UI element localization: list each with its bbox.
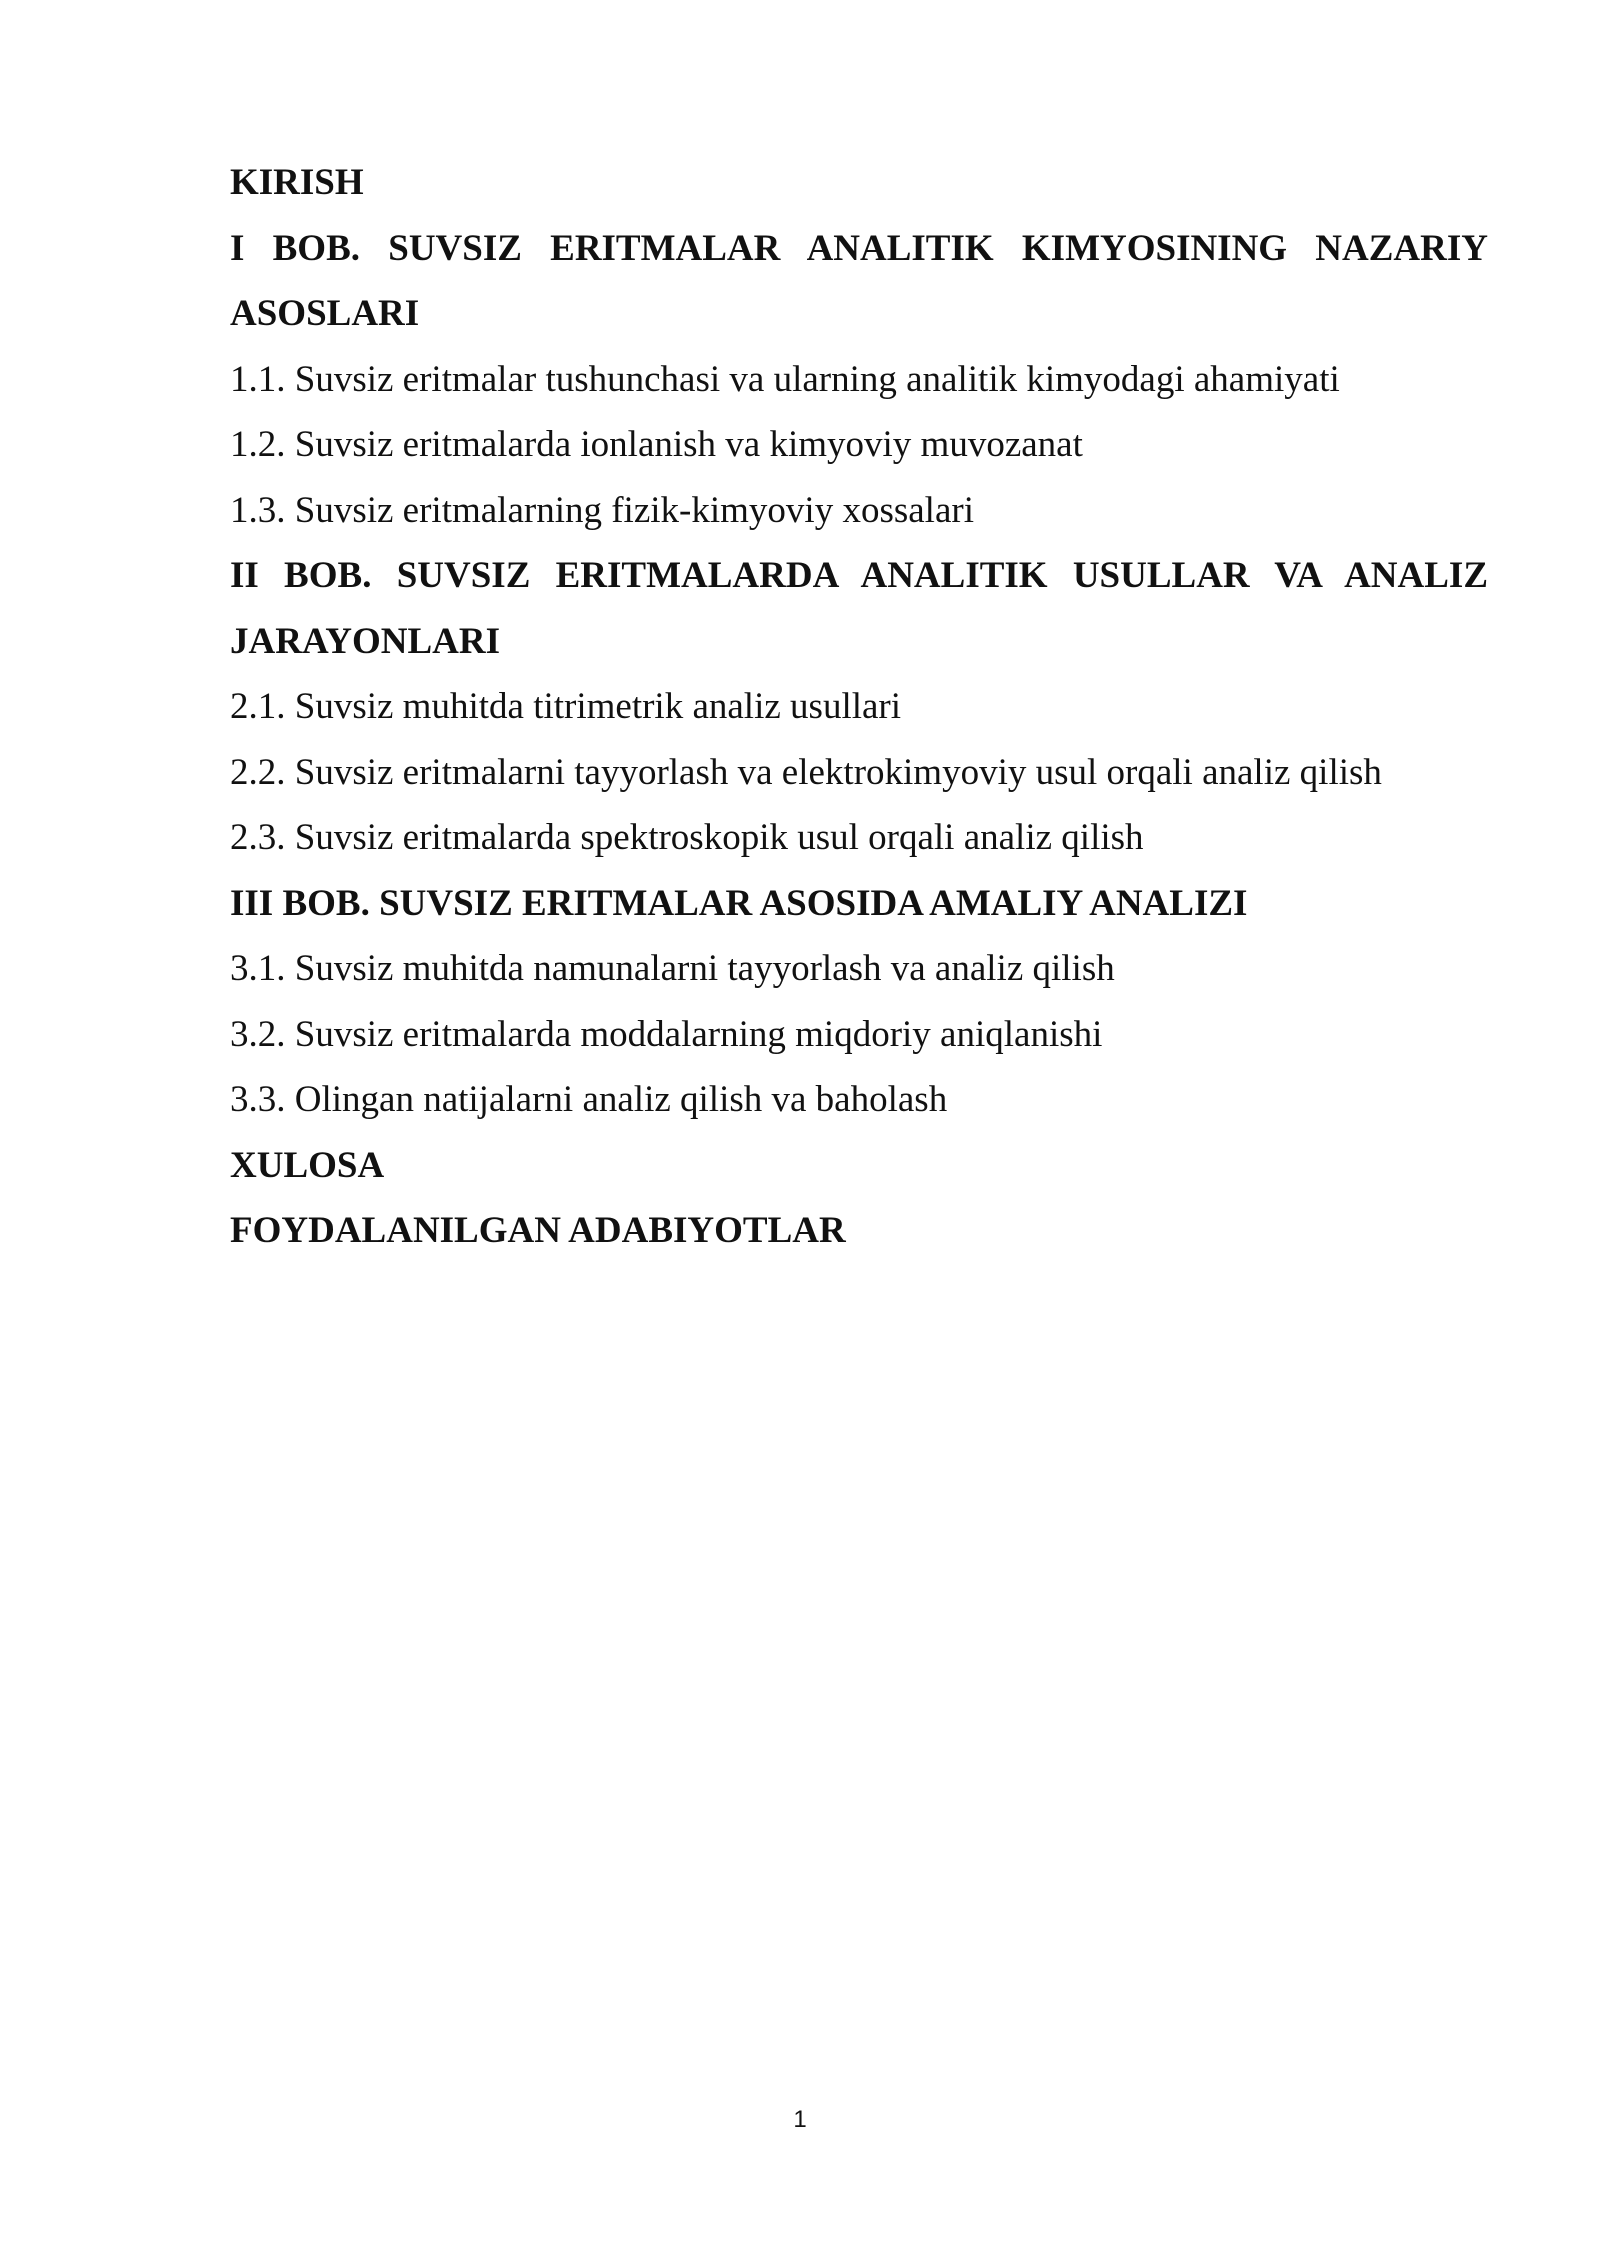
toc-section-1-3[interactable]: 1.3. Suvsiz eritmalarning fizik-kimyoviy xossalari	[230, 489, 974, 531]
toc-section-2-3[interactable]: 2.3. Suvsiz eritmalarda spektroskopik usul orqali analiz qilish	[230, 817, 1144, 858]
toc-conclusion[interactable]: XULOSA	[230, 1144, 385, 1186]
toc-section-3-2[interactable]: 3.2. Suvsiz eritmalarda moddalarning miqdoriy aniqlanishi	[230, 1013, 1103, 1055]
toc-section-2-1[interactable]: 2.1. Suvsiz muhitda titrimetrik analiz usullari	[230, 686, 902, 727]
toc-references[interactable]: FOYDALANILGAN ADABIYOTLAR	[230, 1210, 846, 1251]
toc-chapter-3-title[interactable]: III BOB. SUVSIZ ERITMALAR ASOSIDA AMALIY ANALIZI	[230, 882, 1248, 924]
toc-chapter-2-title[interactable]: II BOB. SUVSIZ ERITMALARDA ANALITIK USULLAR VA ANALIZ JARAYONLARI	[230, 555, 1488, 662]
toc-chapter-1-title[interactable]: I BOB. SUVSIZ ERITMALAR ANALITIK KIMYOSINING NAZARIY ASOSLARI	[230, 227, 1488, 334]
table-of-contents	[230, 150, 1488, 1264]
page-number: 1	[793, 2106, 807, 2133]
toc-intro[interactable]: KIRISH	[230, 162, 364, 203]
toc-section-1-1[interactable]: 1.1. Suvsiz eritmalar tushunchasi va ularning analitik kimyodagi ahamiyati	[230, 358, 1340, 400]
toc-section-1-2[interactable]: 1.2. Suvsiz eritmalarda ionlanish va kimyoviy muvozanat	[230, 424, 1083, 465]
toc-section-3-3[interactable]: 3.3. Olingan natijalarni analiz qilish va baholash	[230, 1079, 948, 1120]
toc-section-2-2[interactable]: 2.2. Suvsiz eritmalarni tayyorlash va elektrokimyoviy usul orqali analiz qilish	[230, 751, 1382, 793]
toc-section-3-1[interactable]: 3.1. Suvsiz muhitda namunalarni tayyorlash va analiz qilish	[230, 948, 1115, 989]
